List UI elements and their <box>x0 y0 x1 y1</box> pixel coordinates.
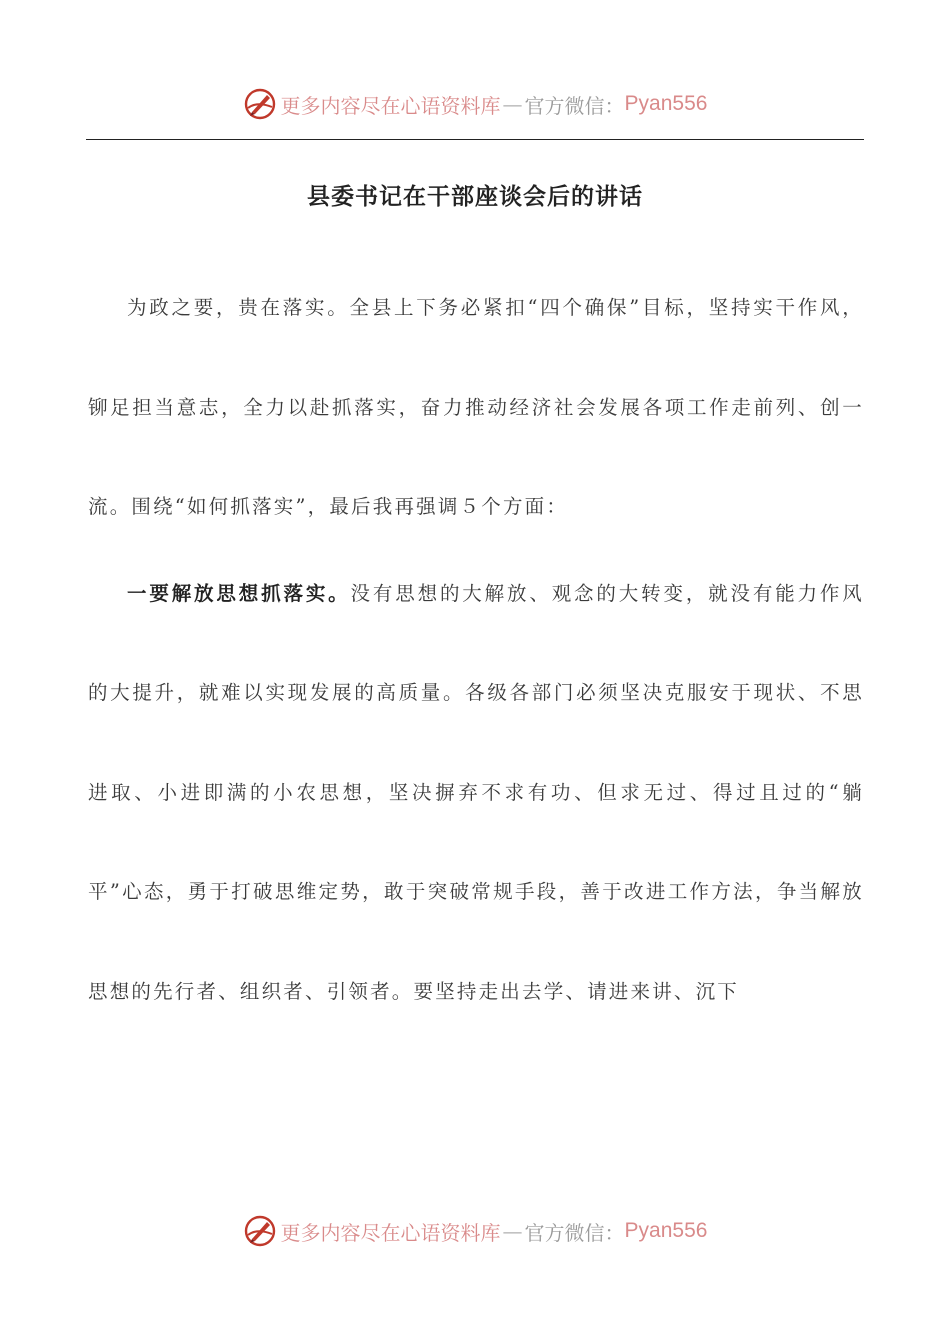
paragraph-point-one <box>88 544 864 1042</box>
paragraph-text: 为政之要，贵在落实。全县上下务必紧扣“四个确保”目标，坚持实干作风，铆足担当意志，全力以赴抓落实，奋力推动经济社会发展各项工作走前列、创一流。围绕“如何抓落实”，最后我再强调５个方面： <box>88 296 864 518</box>
pen-logo-icon <box>243 87 277 121</box>
watermark-wechat-id: Pyan556 <box>624 1219 708 1242</box>
watermark-wechat-label: 官方微信： <box>524 93 625 118</box>
document-title: 县委书记在干部座谈会后的讲话 <box>307 183 643 210</box>
watermark-site-text: 更多内容尽在心语资料库 <box>280 1220 501 1245</box>
footer-watermark <box>0 1211 950 1251</box>
document-body <box>88 258 864 1041</box>
header-divider <box>86 139 864 140</box>
watermark-wechat-label: 官方微信： <box>524 1220 625 1245</box>
paragraph-intro <box>88 258 864 557</box>
watermark-dash: — <box>502 1219 523 1243</box>
paragraph-lead: 一要解放思想抓落实。 <box>127 581 351 605</box>
watermark-site-text: 更多内容尽在心语资料库 <box>280 93 501 118</box>
header-watermark <box>0 84 950 124</box>
watermark-wechat-id: Pyan556 <box>624 92 708 115</box>
pen-logo-icon <box>243 1214 277 1248</box>
watermark-dash: — <box>502 92 523 116</box>
paragraph-text: 没有思想的大解放、观念的大转变，就没有能力作风的大提升，就难以实现发展的高质量。各级各部门必须坚决克服安于现状、不思进取、小进即满的小农思想，坚决摒弃不求有功、但求无过、得过且过的“躺平”心态，勇于打破思维定势，敢于突破常规手段，善于改进工作方法，争当解放思想的先行者、组织者、引领者。要坚持走出去学、请进来讲、沉下 <box>88 581 864 1003</box>
